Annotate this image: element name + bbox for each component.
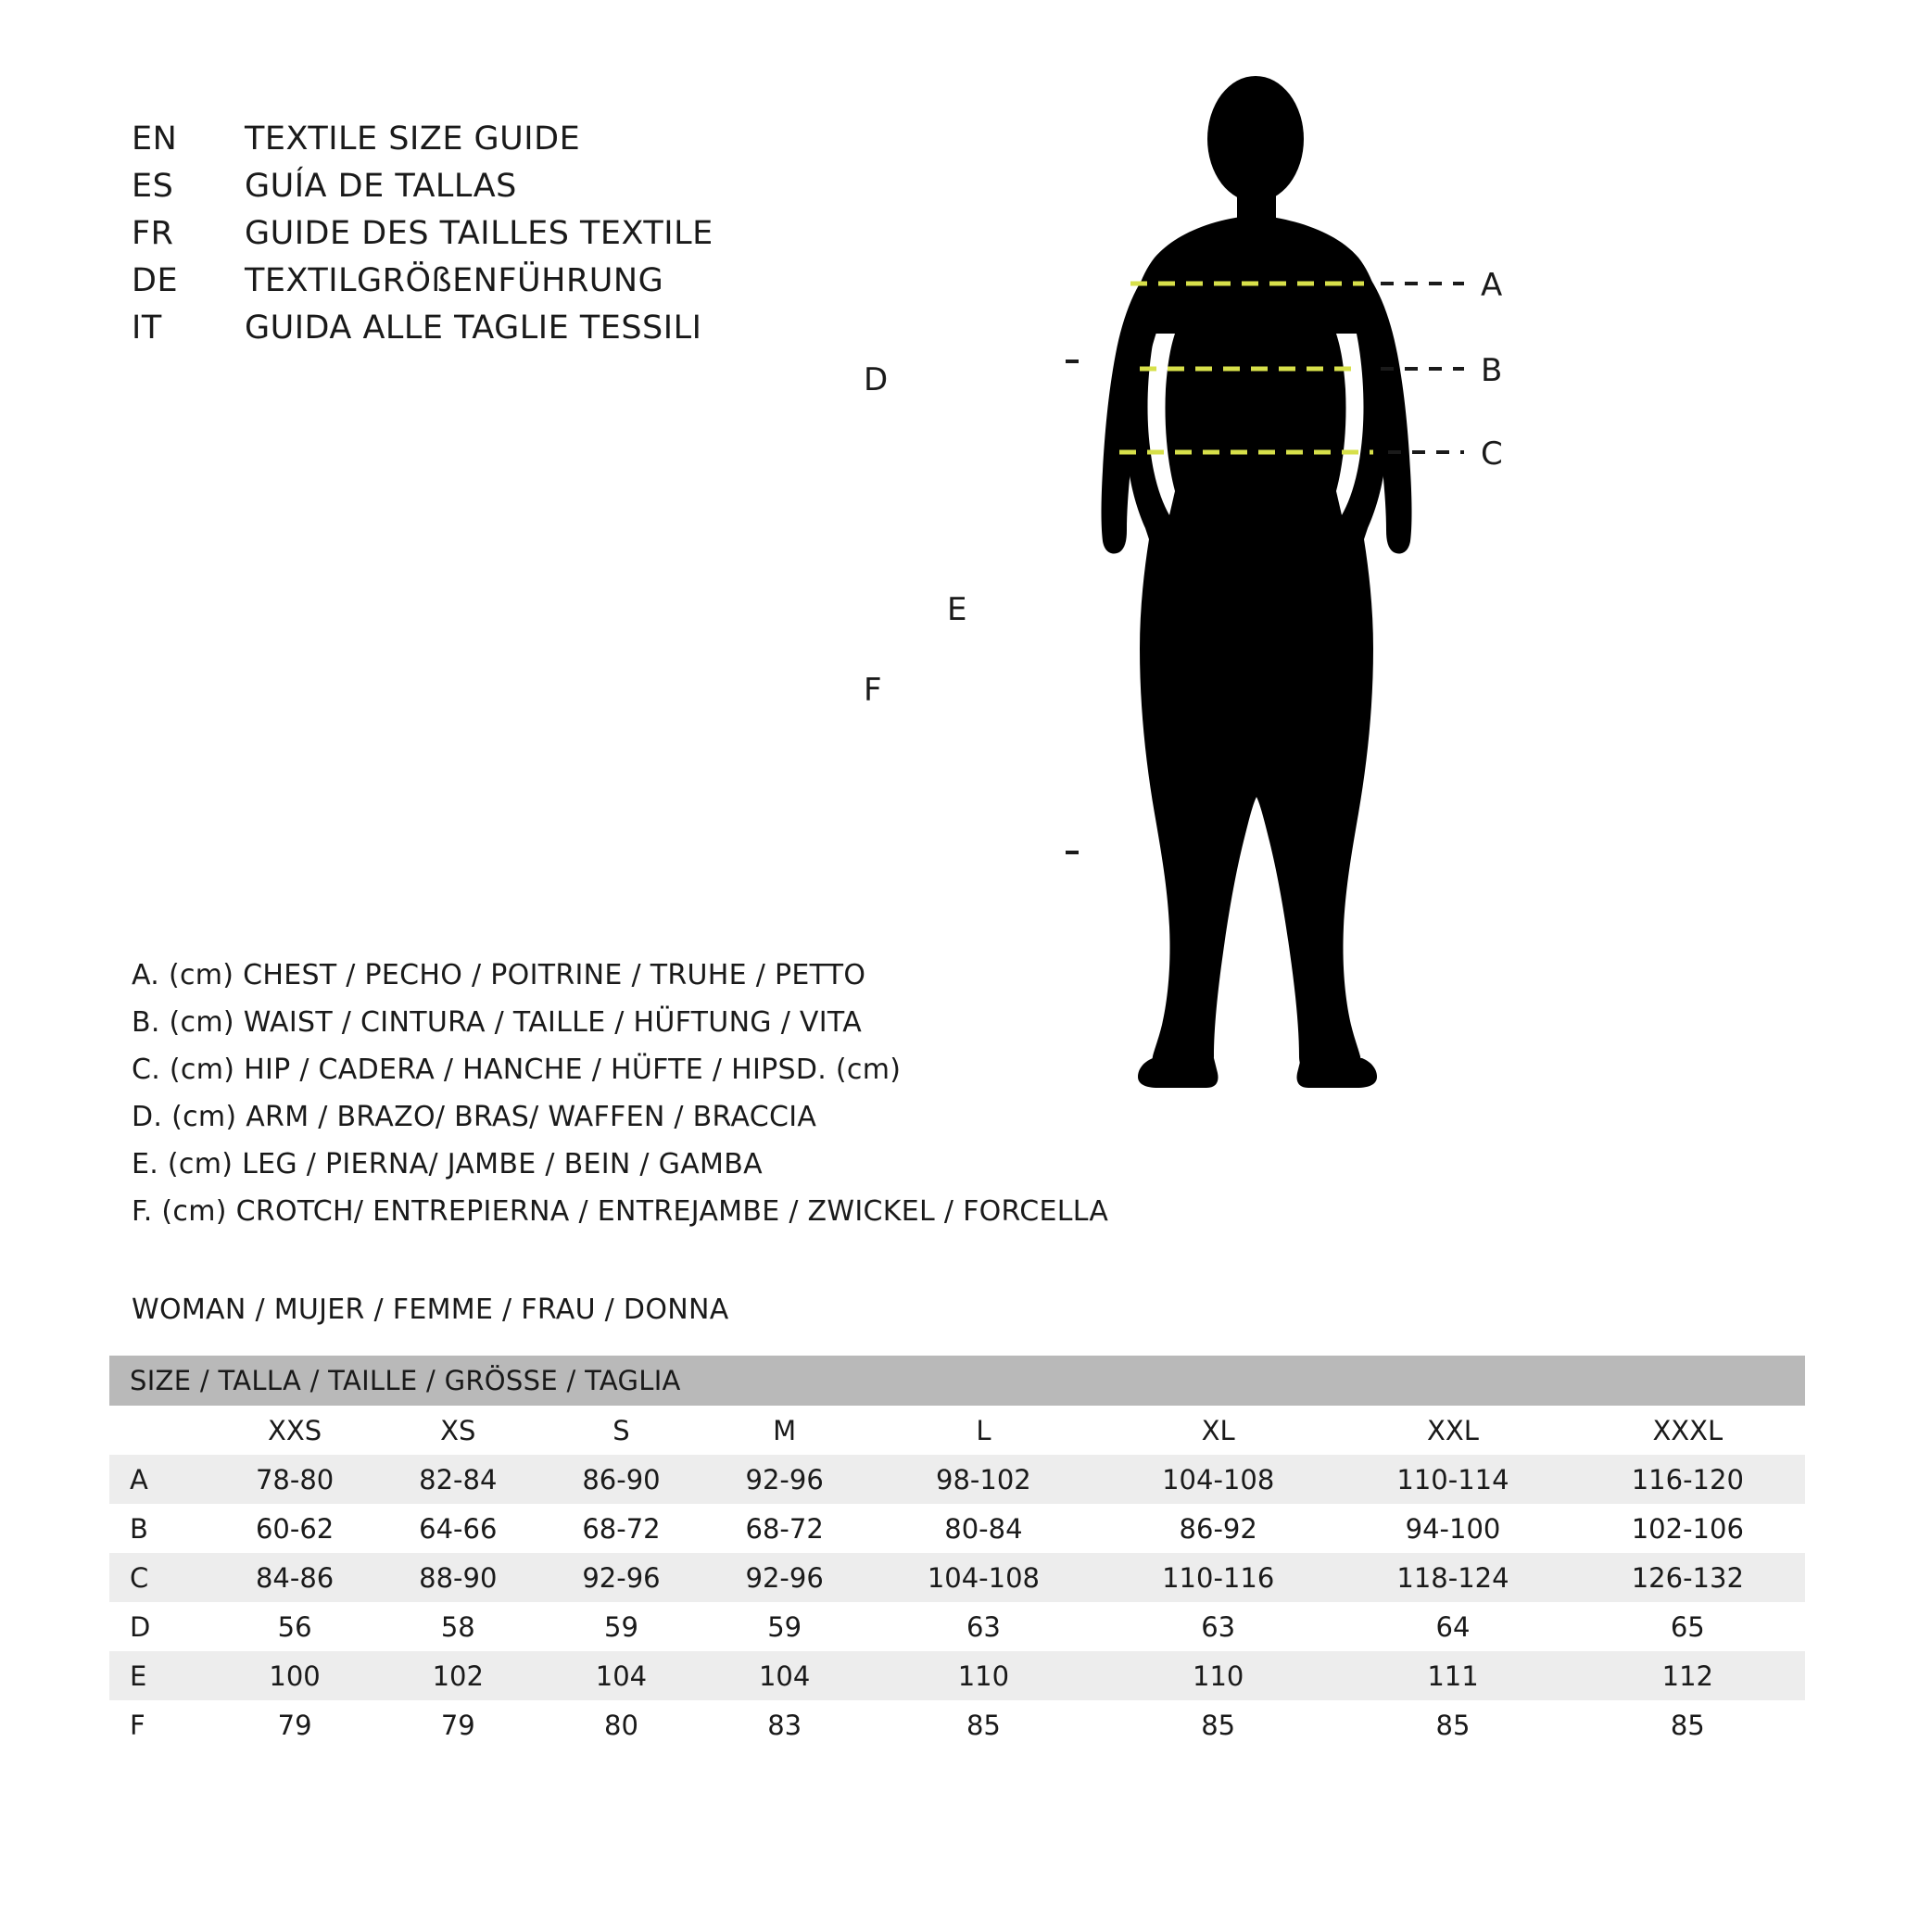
legend-item-a: A. (cm) CHEST / PECHO / POITRINE / TRUHE / PETTO: [132, 959, 866, 991]
cell-c-xxs: 84-86: [213, 1553, 376, 1602]
title-row: [132, 262, 891, 299]
cell-f-xl: 85: [1101, 1700, 1335, 1749]
cell-c-xxxl: 126-132: [1571, 1553, 1805, 1602]
cell-a-l: 98-102: [866, 1455, 1101, 1504]
table-banner-row: [109, 1356, 1805, 1406]
cell-b-xxxl: 102-106: [1571, 1504, 1805, 1553]
table-row: [109, 1455, 1805, 1504]
title-row: [132, 215, 891, 252]
cell-f-m: 83: [703, 1700, 866, 1749]
cell-c-s: 92-96: [539, 1553, 702, 1602]
title-text-it: GUIDA ALLE TAGLIE TESSILI: [245, 309, 702, 347]
table-col-xs: XS: [376, 1406, 539, 1455]
table-col-xxs: XXS: [213, 1406, 376, 1455]
title-lang-en: EN: [132, 120, 178, 158]
cell-c-m: 92-96: [703, 1553, 866, 1602]
legend-item-c: C. (cm) HIP / CADERA / HANCHE / HÜFTE / HIPSD. (cm): [132, 1054, 902, 1086]
cell-b-m: 68-72: [703, 1504, 866, 1553]
table-banner-label: SIZE / TALLA / TAILLE / GRÖSSE / TAGLIA: [109, 1356, 1805, 1406]
row-label-a: A: [109, 1455, 213, 1504]
cell-c-l: 104-108: [866, 1553, 1101, 1602]
cell-d-xxs: 56: [213, 1602, 376, 1651]
cell-f-xxs: 79: [213, 1700, 376, 1749]
cell-f-l: 85: [866, 1700, 1101, 1749]
cell-c-xxl: 118-124: [1335, 1553, 1570, 1602]
legend-item-b: B. (cm) WAIST / CINTURA / TAILLE / HÜFTUNG / VITA: [132, 1006, 863, 1039]
title-row: [132, 120, 891, 158]
table-col-xxxl: XXXL: [1571, 1406, 1805, 1455]
table-row: [109, 1504, 1805, 1553]
cell-a-xs: 82-84: [376, 1455, 539, 1504]
cell-f-xs: 79: [376, 1700, 539, 1749]
cell-c-xl: 110-116: [1101, 1553, 1335, 1602]
cell-d-l: 63: [866, 1602, 1101, 1651]
cell-f-xxxl: 85: [1571, 1700, 1805, 1749]
label-waist-B: B: [1481, 352, 1503, 389]
cell-b-xxl: 94-100: [1335, 1504, 1570, 1553]
row-label-c: C: [109, 1553, 213, 1602]
label-arm-D: D: [864, 361, 889, 398]
table-col-l: L: [866, 1406, 1101, 1455]
table-col-m: M: [703, 1406, 866, 1455]
title-block: [132, 120, 891, 357]
cell-a-s: 86-90: [539, 1455, 702, 1504]
group-title: WOMAN / MUJER / FEMME / FRAU / DONNA: [132, 1294, 729, 1326]
table-col-xxl: XXL: [1335, 1406, 1570, 1455]
cell-b-xxs: 60-62: [213, 1504, 376, 1553]
cell-b-l: 80-84: [866, 1504, 1101, 1553]
cell-f-xxl: 85: [1335, 1700, 1570, 1749]
table-row: [109, 1602, 1805, 1651]
title-lang-es: ES: [132, 168, 174, 205]
cell-a-xxxl: 116-120: [1571, 1455, 1805, 1504]
cell-b-xl: 86-92: [1101, 1504, 1335, 1553]
row-label-e: E: [109, 1651, 213, 1700]
label-chest-A: A: [1481, 267, 1503, 304]
row-label-d: D: [109, 1602, 213, 1651]
cell-a-m: 92-96: [703, 1455, 866, 1504]
table-corner-cell: [109, 1406, 213, 1455]
table-row: [109, 1700, 1805, 1749]
row-label-f: F: [109, 1700, 213, 1749]
cell-a-xl: 104-108: [1101, 1455, 1335, 1504]
legend-item-d: D. (cm) ARM / BRAZO/ BRAS/ WAFFEN / BRACCIA: [132, 1101, 817, 1133]
cell-e-xxs: 100: [213, 1651, 376, 1700]
title-lang-de: DE: [132, 262, 179, 299]
legend-block: [132, 959, 1244, 1243]
table-col-xl: XL: [1101, 1406, 1335, 1455]
cell-f-s: 80: [539, 1700, 702, 1749]
table-row: [109, 1553, 1805, 1602]
cell-e-xxxl: 112: [1571, 1651, 1805, 1700]
cell-d-xxxl: 65: [1571, 1602, 1805, 1651]
cell-b-s: 68-72: [539, 1504, 702, 1553]
cell-d-s: 59: [539, 1602, 702, 1651]
label-crotch-F: F: [864, 672, 882, 709]
cell-b-xs: 64-66: [376, 1504, 539, 1553]
cell-e-l: 110: [866, 1651, 1101, 1700]
title-text-fr: GUIDE DES TAILLES TEXTILE: [245, 215, 713, 252]
female-silhouette-icon: [1102, 76, 1412, 1088]
title-text-de: TEXTILGRÖßENFÜHRUNG: [245, 262, 664, 299]
title-lang-it: IT: [132, 309, 162, 347]
cell-e-xl: 110: [1101, 1651, 1335, 1700]
title-text-en: TEXTILE SIZE GUIDE: [245, 120, 581, 158]
table-header-row: [109, 1406, 1805, 1455]
label-leg-E: E: [947, 591, 967, 628]
row-label-b: B: [109, 1504, 213, 1553]
cell-d-xl: 63: [1101, 1602, 1335, 1651]
title-row: [132, 309, 891, 347]
cell-d-m: 59: [703, 1602, 866, 1651]
cell-e-m: 104: [703, 1651, 866, 1700]
table-row: [109, 1651, 1805, 1700]
cell-d-xxl: 64: [1335, 1602, 1570, 1651]
size-table: [109, 1356, 1805, 1749]
cell-e-xs: 102: [376, 1651, 539, 1700]
title-text-es: GUÍA DE TALLAS: [245, 168, 517, 205]
legend-item-f: F. (cm) CROTCH/ ENTREPIERNA / ENTREJAMBE / ZWICKEL / FORCELLA: [132, 1195, 1109, 1228]
cell-a-xxs: 78-80: [213, 1455, 376, 1504]
cell-e-s: 104: [539, 1651, 702, 1700]
cell-c-xs: 88-90: [376, 1553, 539, 1602]
cell-a-xxl: 110-114: [1335, 1455, 1570, 1504]
title-row: [132, 168, 891, 205]
cell-e-xxl: 111: [1335, 1651, 1570, 1700]
cell-d-xs: 58: [376, 1602, 539, 1651]
title-lang-fr: FR: [132, 215, 174, 252]
label-hip-C: C: [1481, 435, 1503, 473]
table-col-s: S: [539, 1406, 702, 1455]
legend-item-e: E. (cm) LEG / PIERNA/ JAMBE / BEIN / GAMBA: [132, 1148, 763, 1180]
